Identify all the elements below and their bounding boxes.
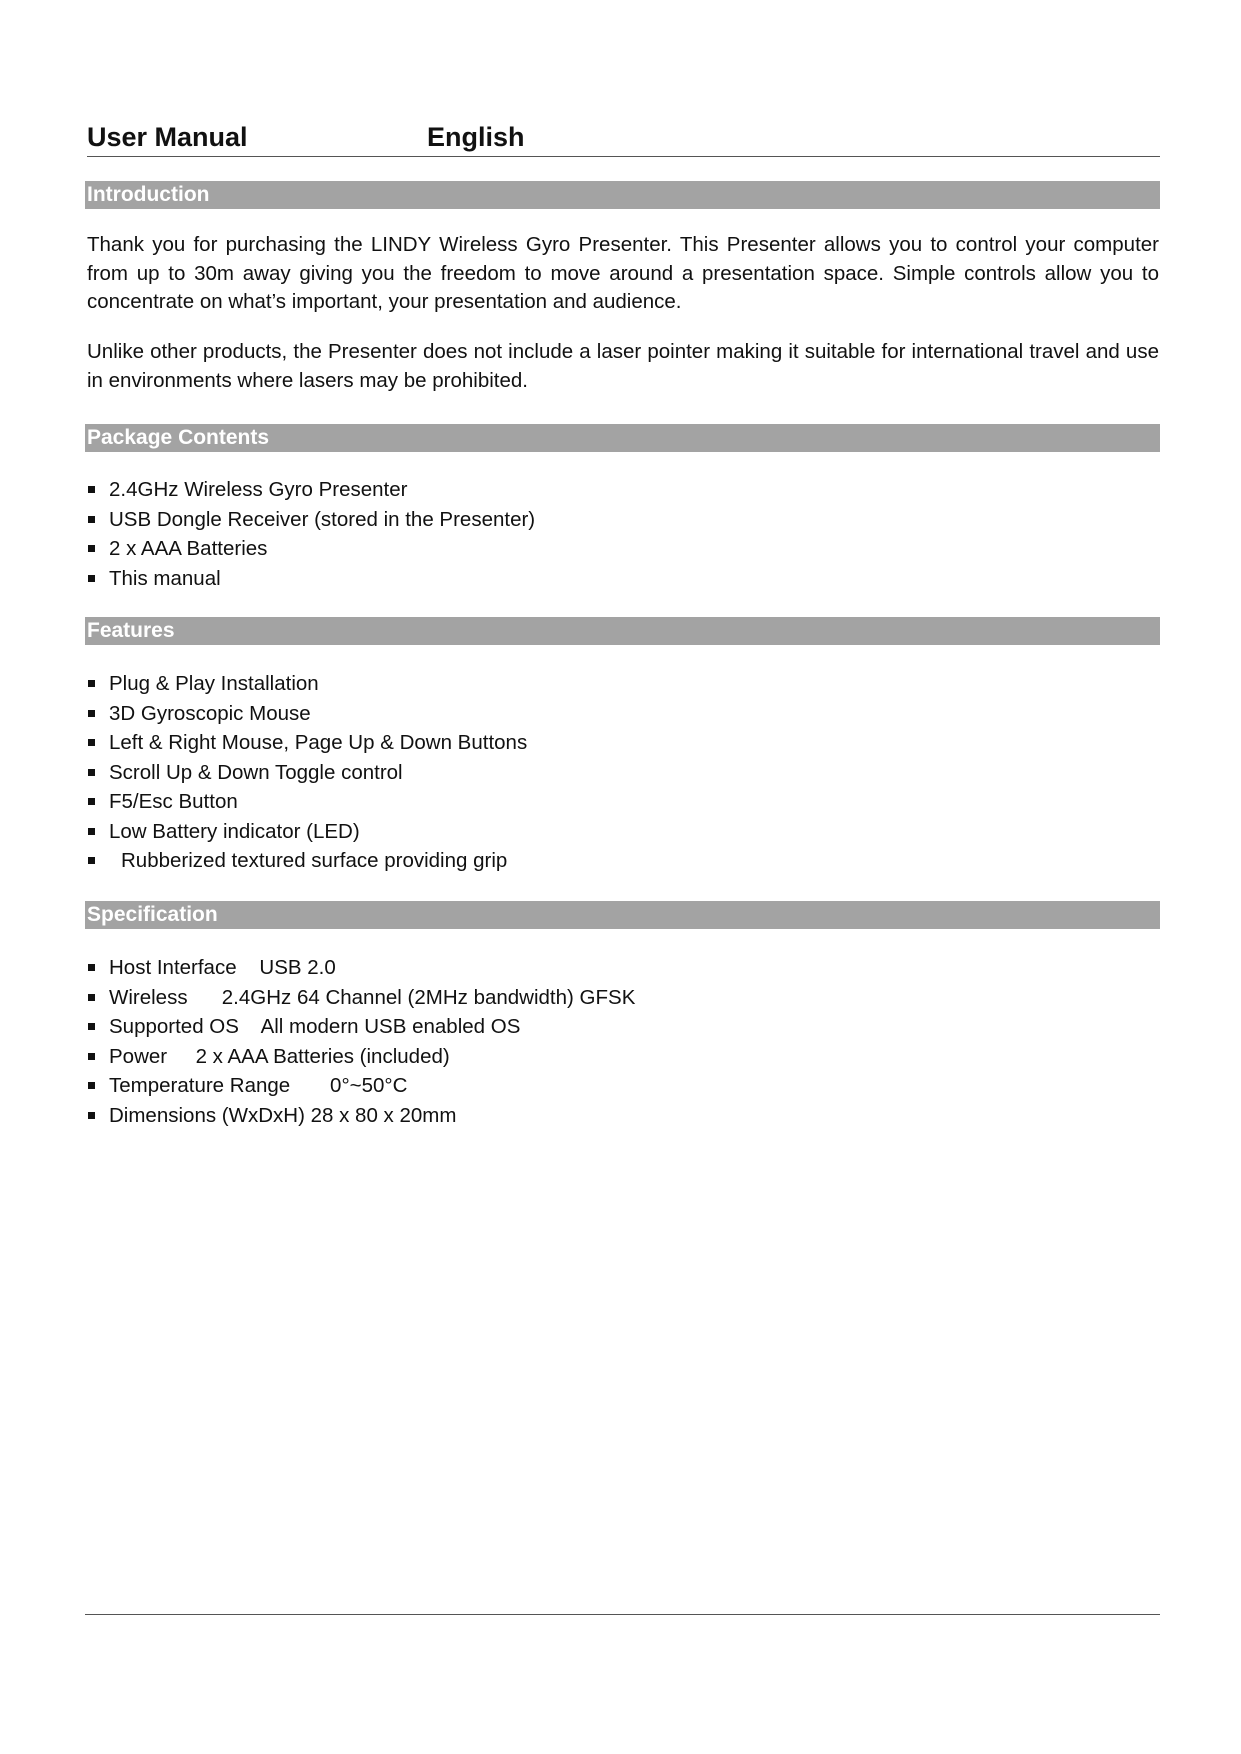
bullet-icon (88, 1053, 95, 1060)
list-item (87, 983, 635, 1013)
bullet-icon (88, 1023, 95, 1030)
list-item (87, 817, 527, 847)
list-item-text: Host Interface USB 2.0 (109, 956, 336, 979)
list-item-text: Wireless 2.4GHz 64 Channel (2MHz bandwidth) GFSK (109, 985, 636, 1009)
list-item (87, 564, 535, 594)
specification-list (87, 953, 635, 1130)
list-item-text: Supported OS All modern USB enabled OS (109, 1015, 521, 1038)
list-item-text: F5/Esc Button (109, 790, 238, 813)
list-item (87, 669, 527, 699)
bullet-icon (88, 828, 95, 835)
page-header (87, 118, 1160, 157)
list-item (87, 846, 527, 876)
bullet-icon (88, 964, 95, 971)
package-contents-heading: Package Contents (85, 424, 1160, 452)
bullet-icon (88, 545, 95, 552)
language-label: English (427, 122, 525, 152)
bullet-icon (88, 857, 95, 864)
introduction-heading: Introduction (85, 181, 1160, 209)
list-item-text: Plug & Play Installation (109, 672, 319, 695)
bullet-icon (88, 575, 95, 582)
list-item (87, 1071, 635, 1101)
bullet-icon (88, 710, 95, 717)
list-item (87, 1101, 635, 1131)
page-title: User Manual (87, 122, 248, 152)
bullet-icon (88, 739, 95, 746)
list-item-text: Left & Right Mouse, Page Up & Down Buttons (109, 731, 528, 754)
introduction-paragraph-1: Thank you for purchasing the LINDY Wireless Gyro Presenter. This Presenter allows you to control your computer from up to 30m away giving you the freedom to move around a presentation space. Simple controls allow you to concentrate on what’s important, your presentation and audience. (87, 233, 1159, 313)
bullet-icon (88, 680, 95, 687)
list-item-text: Rubberized textured surface providing grip (121, 849, 508, 872)
introduction-paragraph-2: Unlike other products, the Presenter does not include a laser pointer making it suitable for international travel and use in environments where lasers may be prohibited. (87, 340, 1159, 392)
package-contents-list (87, 475, 535, 593)
list-item-text: 2 x AAA Batteries (109, 537, 268, 560)
bullet-icon (88, 516, 95, 523)
bullet-icon (88, 1082, 95, 1089)
list-item (87, 534, 535, 564)
list-item (87, 475, 535, 505)
list-item-text: Scroll Up & Down Toggle control (109, 760, 403, 784)
list-item (87, 758, 527, 788)
list-item-text: Low Battery indicator (LED) (109, 819, 360, 843)
footer-divider (85, 1614, 1160, 1615)
list-item (87, 505, 535, 535)
bullet-icon (88, 994, 95, 1001)
list-item-text: 3D Gyroscopic Mouse (109, 701, 311, 725)
list-item-text: USB Dongle Receiver (stored in the Presenter) (109, 507, 536, 531)
list-item-text: Dimensions (WxDxH) 28 x 80 x 20mm (109, 1103, 457, 1127)
list-item (87, 728, 527, 758)
list-item (87, 1042, 635, 1072)
features-list (87, 669, 527, 876)
bullet-icon (88, 769, 95, 776)
list-item-text: This manual (109, 566, 221, 590)
list-item-text: 2.4GHz Wireless Gyro Presenter (109, 478, 408, 501)
list-item-text: Temperature Range 0°~50°C (109, 1074, 408, 1097)
list-item-text: Power 2 x AAA Batteries (included) (109, 1044, 450, 1068)
bullet-icon (88, 486, 95, 493)
list-item (87, 787, 527, 817)
features-heading: Features (85, 617, 1160, 645)
specification-heading: Specification (85, 901, 1160, 929)
bullet-icon (88, 798, 95, 805)
list-item (87, 699, 527, 729)
list-item (87, 1012, 635, 1042)
list-item (87, 953, 635, 983)
bullet-icon (88, 1112, 95, 1119)
manual-page (85, 0, 1160, 1754)
